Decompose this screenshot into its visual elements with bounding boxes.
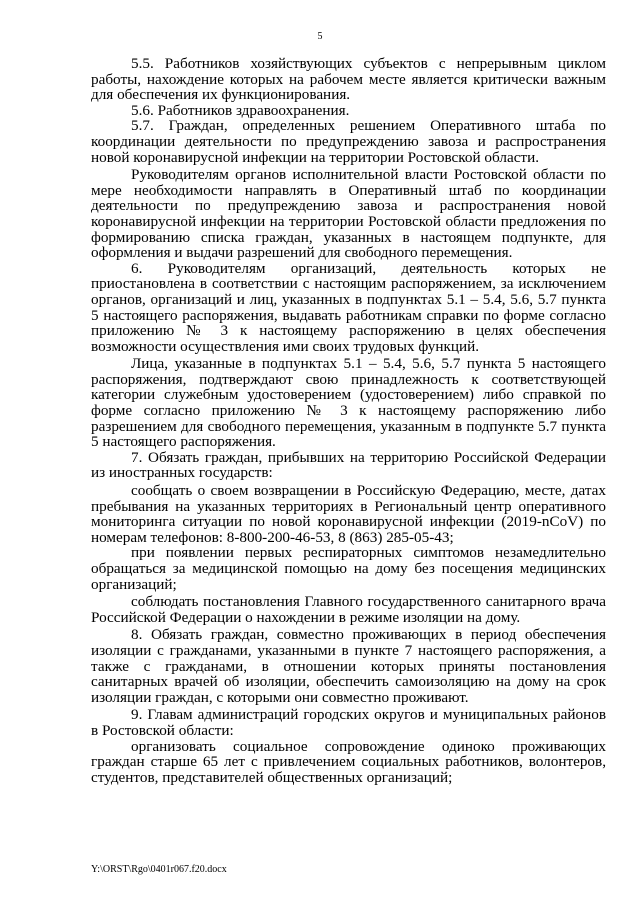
paragraph-7-symptoms: при появлении первых респираторных симптомов незамедлительно обращаться за медицинской помощью на дому без посещения медицинских организаций;	[91, 544, 606, 593]
paragraph-executive-heads: Руководителям органов исполнительной власти Ростовской области по мере необходимости направлять в Оперативный штаб по координации деятельности по предупреждению завоза и распространения новой коронавирусной инфекции на территории Ростовской области предложения по формированию списка граждан, указанных в настоящем подпункте, для оформления и выдачи разрешений для свободного перемещения.	[91, 166, 606, 262]
paragraph-5-5: 5.5. Работников хозяйствующих субъектов с непрерывным циклом работы, нахождение которых на рабочем месте является критически важным для обеспечения их функционирования.	[91, 55, 606, 104]
paragraph-7: 7. Обязать граждан, прибывших на территорию Российской Федерации из иностранных государств:	[91, 448, 606, 482]
paragraph-5-6: 5.6. Работников здравоохранения.	[131, 101, 350, 119]
paragraph-7-comply: соблюдать постановления Главного государственного санитарного врача Российской Федерации о нахождении в режиме изоляции на дому.	[91, 593, 606, 626]
paragraph-7-report-return: сообщать о своем возвращении в Российскую Федерацию, месте, датах пребывания на указанных территориях в Региональный центр оперативного мониторинга ситуации по новой коронавирусной инфекции (2019-nCoV) по номерам телефонов: 8-800-200-46-53, 8 (863) 285-05-43;	[91, 482, 606, 546]
paragraph-persons-confirm: Лица, указанные в подпунктах 5.1 – 5.4, 5.6, 5.7 пункта 5 настоящего распоряжения, подтверждают свою принадлежность к соответствующей категории служебным удостоверением (удостоверением) либо справкой по форме согласно приложению № 3 к настоящему распоряжению либо разрешением для свободного перемещения, указанным в подпункте 5.7 пункта 5 настоящего распоряжения.	[91, 355, 606, 451]
document-body	[91, 56, 606, 785]
page-number: 5	[317, 31, 323, 42]
paragraph-9-social-support: организовать социальное сопровождение одиноко проживающих граждан старше 65 лет с привлечением социальных работников, волонтеров, студентов, представителей общественных организаций;	[91, 737, 606, 786]
paragraph-5-7: 5.7. Граждан, определенных решением Оперативного штаба по координации деятельности по предупреждению завоза и распространения новой коронавирусной инфекции на территории Ростовской области.	[91, 117, 606, 166]
paragraph-8: 8. Обязать граждан, совместно проживающих в период обеспечения изоляции с гражданами, указанными в пункте 7 настоящего распоряжения, а также с гражданами, в отношении которых приняты постановления санитарных врачей об изоляции, обеспечить самоизоляцию на дому на срок изоляции граждан, с которыми они совместно проживают.	[91, 626, 606, 706]
paragraph-6: 6. Руководителям организаций, деятельность которых не приостановлена в соответствии с настоящим распоряжением, за исключением органов, организаций и лиц, указанных в подпунктах 5.1 – 5.4, 5.6, 5.7 пункта 5 настоящего распоряжения, выдавать работникам справки по форме согласно приложению № 3 к настоящему распоряжению в целях обеспечения возможности осуществления ими своих трудовых функций.	[91, 259, 606, 355]
paragraph-9: 9. Главам администраций городских округов и муниципальных районов в Ростовской области:	[91, 706, 606, 739]
footer-file-path: Y:\ORST\Rgo\0401r067.f20.docx	[91, 864, 227, 875]
